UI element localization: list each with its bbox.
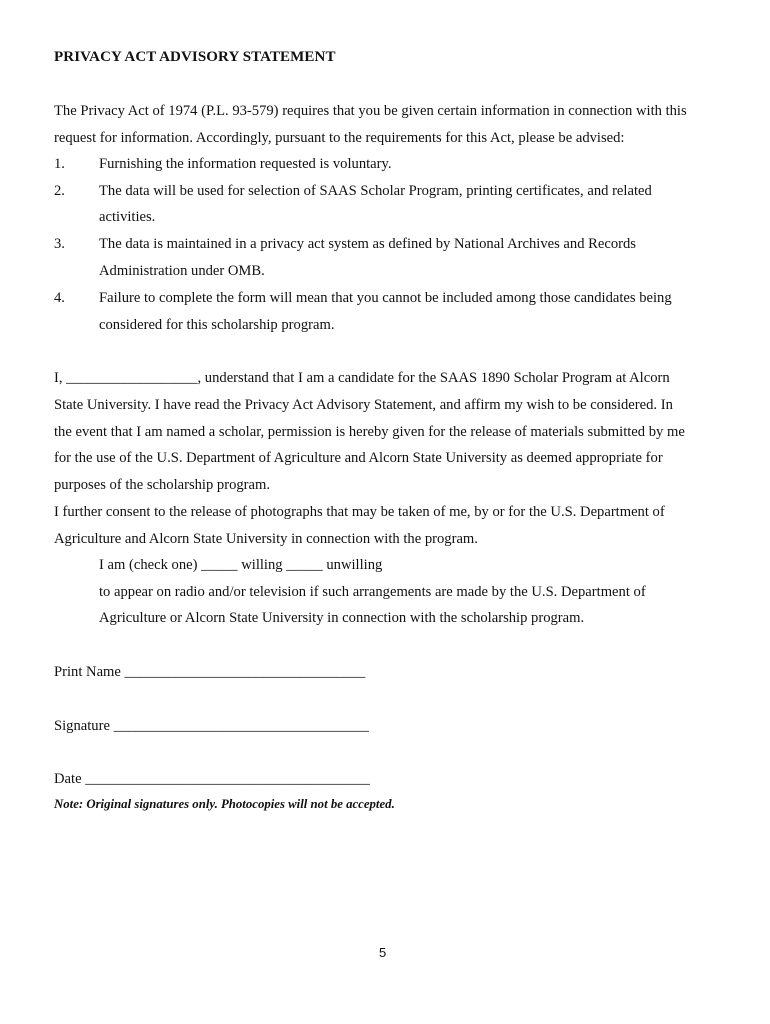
- consent-line-3: the event that I am named a scholar, permission is hereby given for the release of materials submitted by me: [54, 424, 685, 440]
- item-4-line-2: considered for this scholarship program.: [99, 317, 335, 333]
- item-4-line-1: Failure to complete the form will mean that you cannot be included among those candidates being: [99, 290, 672, 306]
- signature-field[interactable]: Signature ___________________________________: [54, 718, 369, 734]
- date-field[interactable]: Date _______________________________________: [54, 771, 370, 787]
- consent-line-4: for the use of the U.S. Department of Agriculture and Alcorn State University as deemed appropriate for: [54, 450, 663, 466]
- media-consent-line-2: Agriculture or Alcorn State University in connection with the scholarship program.: [99, 610, 585, 626]
- media-consent-line-1: to appear on radio and/or television if such arrangements are made by the U.S. Department of: [99, 584, 646, 600]
- media-check-line[interactable]: I am (check one) _____ willing _____ unwilling: [99, 557, 383, 573]
- item-2-line-2: activities.: [99, 209, 156, 225]
- item-3-line-2: Administration under OMB.: [99, 263, 265, 279]
- print-name-field[interactable]: Print Name _________________________________: [54, 664, 366, 680]
- page-number: 5: [379, 945, 387, 960]
- consent-line-7: Agriculture and Alcorn State University in connection with the program.: [54, 531, 478, 547]
- item-2-number: 2.: [54, 183, 65, 199]
- intro-line-1: The Privacy Act of 1974 (P.L. 93-579) requires that you be given certain information in connection with this: [54, 103, 687, 119]
- consent-line-2: State University. I have read the Privacy Act Advisory Statement, and affirm my wish to be considered. In: [54, 397, 673, 413]
- item-1-line-1: Furnishing the information requested is voluntary.: [99, 156, 392, 172]
- item-3-line-1: The data is maintained in a privacy act system as defined by National Archives and Records: [99, 236, 636, 252]
- item-1-number: 1.: [54, 156, 65, 172]
- item-3-number: 3.: [54, 236, 65, 252]
- signature-note: Note: Original signatures only. Photocopies will not be accepted.: [54, 797, 395, 811]
- consent-line-6: I further consent to the release of photographs that may be taken of me, by or for the U.S. Department of: [54, 504, 665, 520]
- document-title: PRIVACY ACT ADVISORY STATEMENT: [54, 49, 336, 65]
- item-4-number: 4.: [54, 290, 65, 306]
- consent-line-5: purposes of the scholarship program.: [54, 477, 271, 493]
- item-2-line-1: The data will be used for selection of SAAS Scholar Program, printing certificates, and related: [99, 183, 652, 199]
- consent-line-1: I, __________________, understand that I am a candidate for the SAAS 1890 Scholar Program at Alcorn: [54, 370, 670, 386]
- intro-line-2: request for information. Accordingly, pursuant to the requirements for this Act, please be advised:: [54, 130, 625, 146]
